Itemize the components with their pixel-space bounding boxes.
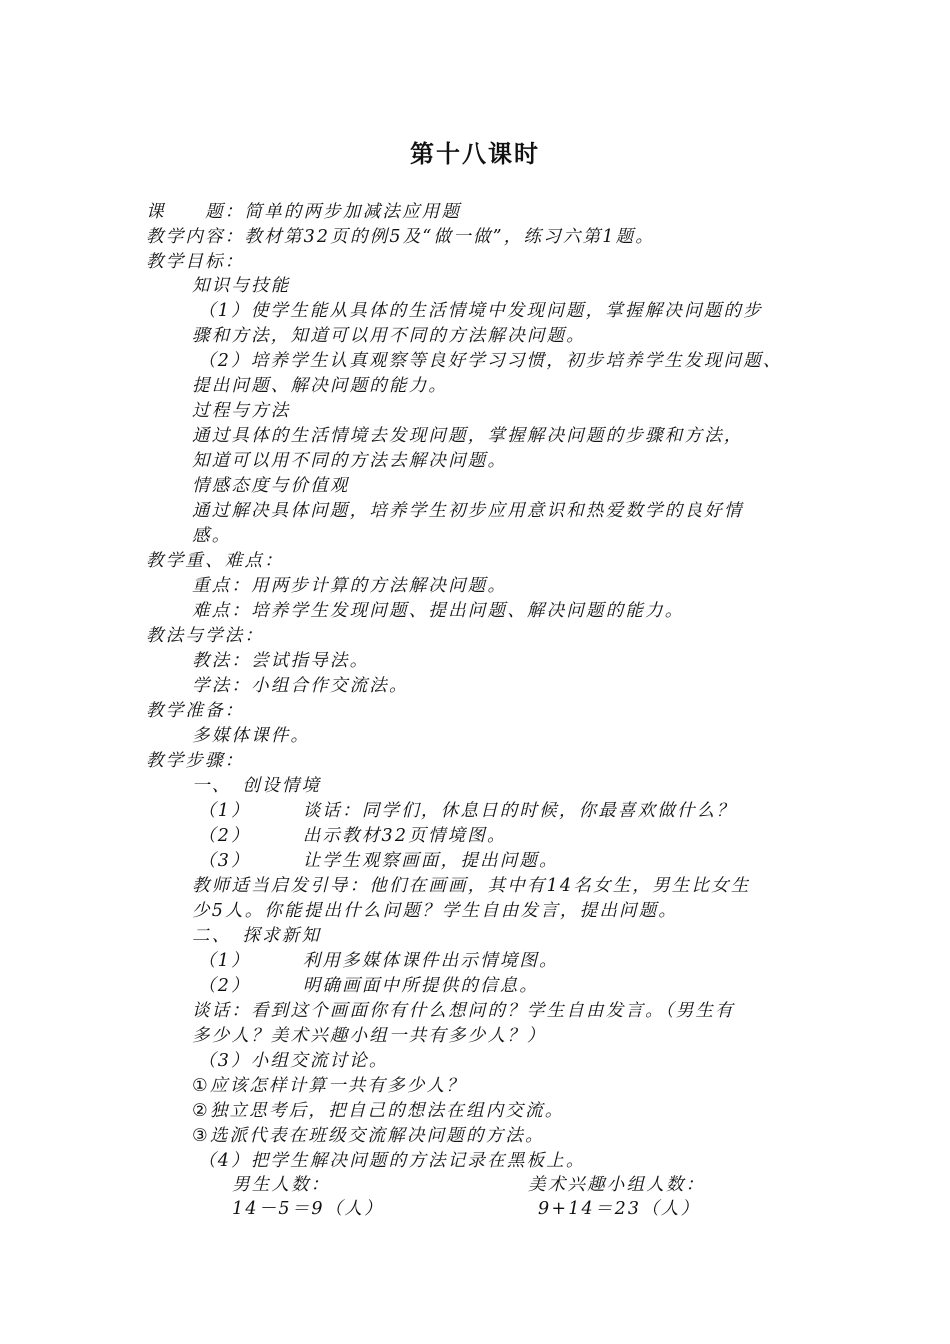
circled-item [192,1074,466,1098]
text-line: 知道可以用不同的方法去解决问题。 [192,451,508,471]
text-line: 少5人。你能提出什么问题？学生自由发言，提出问题。 [192,901,679,921]
board-right-formula: 9+14＝23（人） [538,1199,701,1219]
text-line: （4）把学生解决问题的方法记录在黑板上。 [198,1151,586,1171]
text-line: 教法与学法： [146,626,265,646]
item-text: 明确画面中所提供的信息。 [302,976,540,996]
text-line: 情感态度与价值观 [192,476,350,496]
text-line: 教师适当启发引导：他们在画画，其中有14名女生，男生比女生 [192,876,751,896]
numbered-item [198,974,539,998]
text-line: 教法：尝试指导法。 [192,651,370,671]
board-right-label: 美术兴趣小组人数： [528,1175,706,1195]
text-line: 教学步骤： [146,751,245,771]
circled-number: ③ [192,1126,210,1146]
text-line: 通过解决具体问题，培养学生初步应用意识和热爱数学的良好情 [192,501,744,521]
text-line: 教学准备： [146,701,245,721]
item-number: （3） [198,851,251,871]
text-line: 教学目标： [146,252,245,272]
section-heading: 二、 探求新知 [192,926,322,946]
numbered-item [198,799,736,823]
item-text: 独立思考后，把自己的想法在组内交流。 [209,1101,565,1121]
text-line: （1）使学生能从具体的生活情境中发现问题，掌握解决问题的步 [198,301,763,321]
text-line: 教学重、难点： [146,551,284,571]
text-line: 骤和方法，知道可以用不同的方法解决问题。 [192,326,586,346]
item-number: （2） [198,976,251,996]
circled-item [192,1124,545,1148]
text-line: 学法：小组合作交流法。 [192,676,409,696]
text-line: 重点：用两步计算的方法解决问题。 [192,576,508,596]
numbered-item [198,849,559,873]
item-number: （1） [198,951,251,971]
text-line: 教学内容：教材第32页的例5及“做一做”，练习六第1题。 [146,227,656,247]
text-line: 感。 [192,526,232,546]
item-text: 谈话：同学们，休息日的时候，你最喜欢做什么？ [302,801,737,821]
item-text: 让学生观察画面，提出问题。 [302,851,559,871]
text-line: 难点：培养学生发现问题、提出问题、解决问题的能力。 [192,601,685,621]
circled-number: ① [192,1076,210,1096]
text-line: 课 题：简单的两步加减法应用题 [146,202,462,222]
text-line: （2）培养学生认真观察等良好学习习惯，初步培养学生发现问题、 [198,351,783,371]
item-text: 应该怎样计算一共有多少人？ [209,1076,466,1096]
board-left-label: 男生人数： [232,1175,331,1195]
text-line: 知识与技能 [192,276,291,296]
item-text: 选派代表在班级交流解决问题的方法。 [209,1126,545,1146]
text-line: 谈话：看到这个画面你有什么想问的？学生自由发言。（男生有 [192,1001,735,1021]
text-line: 多媒体课件。 [192,726,311,746]
page-title: 第十八课时 [410,139,540,168]
board-left-formula: 14－5＝9（人） [232,1199,384,1219]
circled-number: ② [192,1101,210,1121]
text-line: 过程与方法 [192,401,291,421]
numbered-item [198,949,559,973]
text-line: （3）小组交流讨论。 [198,1051,389,1071]
text-line: 多少人？美术兴趣小组一共有多少人？） [192,1026,547,1046]
circled-item [192,1099,565,1123]
item-number: （2） [198,826,251,846]
section-heading: 一、 创设情境 [192,776,322,796]
numbered-item [198,824,507,848]
text-line: 通过具体的生活情境去发现问题，掌握解决问题的步骤和方法， [192,426,744,446]
text-line: 提出问题、解决问题的能力。 [192,376,449,396]
item-number: （1） [198,801,251,821]
item-text: 利用多媒体课件出示情境图。 [302,951,559,971]
item-text: 出示教材32页情境图。 [302,826,507,846]
